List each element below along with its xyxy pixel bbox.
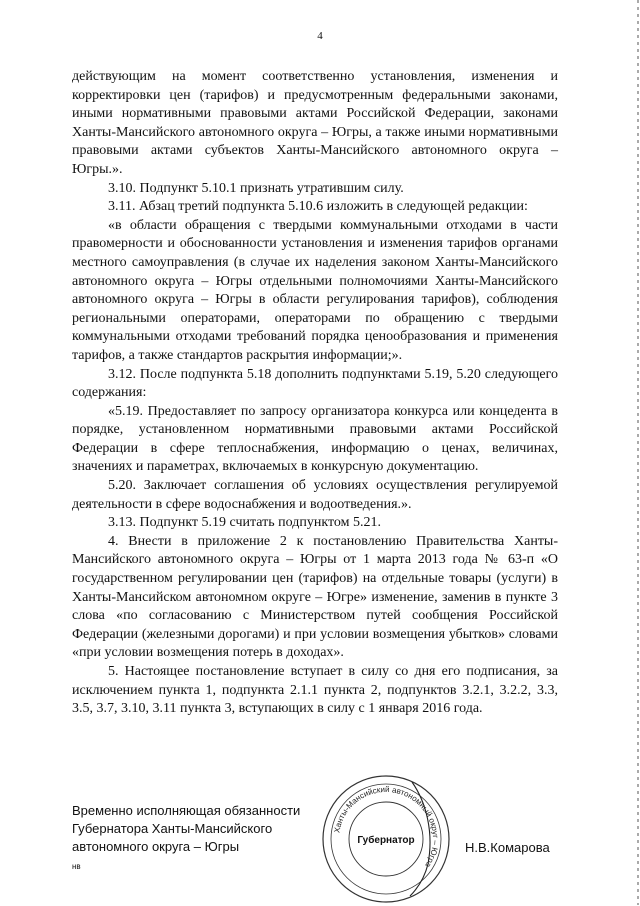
paragraph-5-20: 5.20. Заключает соглашения об условиях осуществления регулируемой деятельности в сфере водоснабжения и водоотведения.». — [72, 478, 558, 512]
official-seal — [316, 772, 456, 906]
document-body — [72, 68, 558, 719]
scan-edge — [636, 0, 640, 905]
paragraph-4: 4. Внести в приложение 2 к постановлению Правительства Ханты-Мансийского автономного округа – Югры от 1 марта 2013 года № 63-п «О государственном регулировании цен (тарифов) на отдельные товары (услуги) в Ханты-Мансийском автономном округе – Югре» изменение, заменив в пункте 3 слова «по согласованию с Министерством путей сообщения Российской Федерации (железными дорогами) и при условии возмещения убытков» словами «при условии возмещения потерь в доходах». — [72, 533, 558, 661]
paragraph-5: 5. Настоящее постановление вступает в силу со дня его подписания, за исключением пункта 1, подпункта 2.1.1 пункта 2, подпунктов 3.2.1, 3.2.2, 3.3, 3.5, 3.7, 3.10, 3.11 пункта 3, вступающих в силу с 1 января 2016 года. — [72, 664, 558, 717]
paragraph-3-12: 3.12. После подпункта 5.18 дополнить подпунктами 5.19, 5.20 следующего содержания: — [72, 366, 558, 401]
page-number: 4 — [317, 30, 323, 42]
executor-initials: нв — [72, 862, 81, 871]
seal-ring-text: Ханты-Мансийский автономный округ – Югра — [332, 784, 441, 869]
paragraph-continuation: действующим на момент соответственно установления, изменения и корректировки цен (тарифов) и предусмотренным федеральными законами, иными нормативными правовыми актами Российской Федерации, законами Ханты-Мансийского автономного округа – Югры, а также иными нормативными правовыми актами субъектов Ханты-Мансийского автономного округа – Югры.». — [72, 69, 558, 177]
signatory-name: Н.В.Комарова — [465, 840, 550, 855]
signatory-title-line: автономного округа – Югры — [72, 839, 240, 854]
signatory-title-line: Временно исполняющая обязанности — [72, 803, 301, 818]
paragraph-3-13: 3.13. Подпункт 5.19 считать подпунктом 5.21. — [108, 515, 381, 531]
signatory-title — [72, 802, 312, 856]
paragraph-5-19: «5.19. Предоставляет по запросу организатора конкурса или концедента в порядке, установленном нормативными правовыми актами Российской Федерации в сфере теплоснабжения, информацию о ценах, величинах, значениях и параметрах, включаемых в конкурсную документацию. — [72, 403, 558, 475]
paragraph-3-11-quote: «в области обращения с твердыми коммунальными отходами в части правомерности и обоснованности установления и изменения тарифов органами местного самоуправления (в случае их наделения законом Ханты-Мансийского автономного округа – Югры отдельными полномочиями Ханты-Мансийского автономного округа – Югры в области регулирования тарифов), соблюдения региональными операторами, операторами по обращению с твердыми коммунальными отходами требований порядка ценообразования и применения тарифов, а также стандартов раскрытия информации;». — [72, 217, 558, 363]
seal-center-text: Губернатор — [357, 835, 415, 846]
signatory-title-line: Губернатора Ханты-Мансийского — [72, 821, 273, 836]
paragraph-3-10: 3.10. Подпункт 5.10.1 признать утратившим силу. — [108, 180, 404, 196]
paragraph-3-11: 3.11. Абзац третий подпункта 5.10.6 изложить в следующей редакции: — [108, 199, 528, 215]
